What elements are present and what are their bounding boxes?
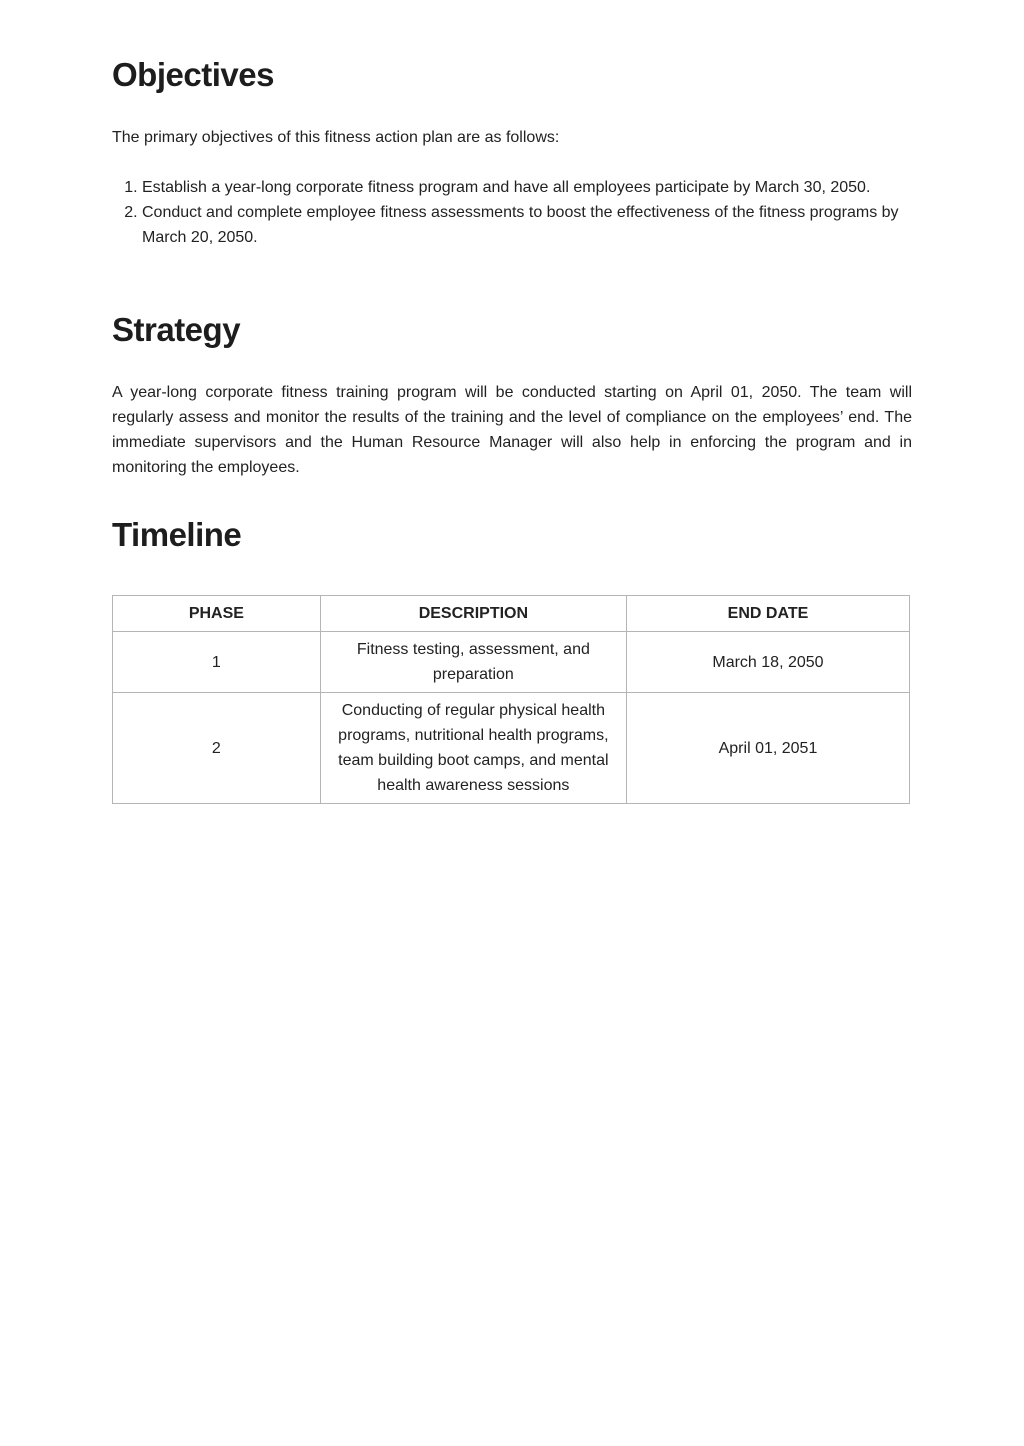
list-item: 2. Conduct and complete employee fitness assessments to boost the effectiveness of the fitness programs by March 20, 2050. (142, 200, 912, 250)
end-date-cell: April 01, 2051 (626, 693, 909, 804)
phase-cell: 1 (113, 632, 321, 693)
table-row (113, 632, 910, 693)
objectives-heading: Objectives (112, 56, 274, 93)
phase-cell: 2 (113, 693, 321, 804)
strategy-paragraph: A year-long corporate fitness training program will be conducted starting on April 01, 2050. The team will regularly assess and monitor the results of the training and the level of compliance on the employees’ end. The immediate supervisors and the Human Resource Manager will also help in enforcing the program and in monitoring the employees. (112, 384, 912, 476)
table-header-row (113, 596, 910, 632)
strategy-heading: Strategy (112, 311, 241, 348)
table-row (113, 693, 910, 804)
objectives-list (112, 175, 912, 250)
description-cell: Fitness testing, assessment, and preparation (320, 632, 626, 693)
end-date-cell: March 18, 2050 (626, 632, 909, 693)
column-header-phase: PHASE (113, 596, 321, 632)
timeline-heading: Timeline (112, 516, 242, 553)
objectives-intro: The primary objectives of this fitness action plan are as follows: (112, 129, 560, 146)
column-header-end-date: END DATE (626, 596, 909, 632)
timeline-table (112, 595, 910, 804)
list-item: 1. Establish a year-long corporate fitness program and have all employees participate by March 30, 2050. (142, 175, 912, 200)
description-cell: Conducting of regular physical health programs, nutritional health programs, team building boot camps, and mental health awareness sessions (320, 693, 626, 804)
column-header-description: DESCRIPTION (320, 596, 626, 632)
